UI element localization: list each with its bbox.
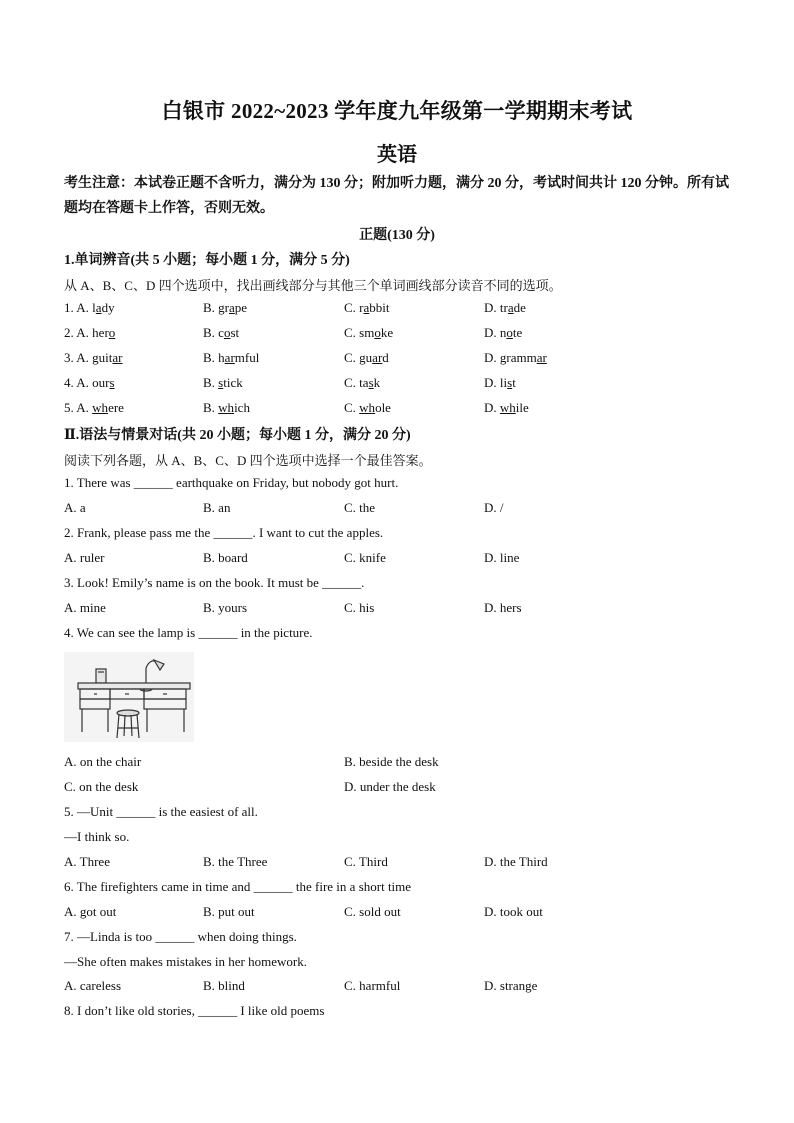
option-d: D. / — [484, 500, 504, 515]
subject-title: 英语 — [377, 144, 417, 166]
option-b: B. grape — [203, 300, 248, 315]
question-7-reply: —She often makes mistakes in her homework. — [64, 954, 307, 969]
option-b: B. beside the desk — [344, 754, 439, 769]
option-d: D. while — [484, 400, 529, 415]
option-a: 4. A. ours — [64, 375, 115, 390]
option-b: B. yours — [203, 600, 248, 615]
option-c: C. sold out — [344, 904, 401, 919]
option-d: D. note — [484, 325, 523, 340]
option-d: D. under the desk — [344, 779, 436, 794]
option-c: C. harmful — [344, 978, 401, 993]
question-8: 8. I don’t like old stories, ______ I like old poems — [64, 1003, 325, 1018]
question-5-reply: —I think so. — [64, 829, 130, 844]
option-b: B. an — [203, 500, 231, 515]
option-c: C. the — [344, 500, 376, 515]
option-d: D. list — [484, 375, 516, 390]
option-b: B. blind — [203, 978, 245, 993]
section1-heading: 1.单词辨音(共 5 小题；每小题 1 分，满分 5 分) — [64, 253, 350, 268]
exam-notice: 考生注意：本试卷正题不含听力，满分为 130 分；附加听力题，满分 20 分，考试时间共计 120 分钟。所有试题均在答题卡上作答，否则无效。 — [64, 176, 729, 216]
question-3-options — [64, 600, 744, 618]
phonetic-row-1 — [64, 300, 744, 318]
option-d: D. the Third — [484, 854, 548, 869]
option-c: C. rabbit — [344, 300, 390, 315]
option-d: D. line — [484, 550, 520, 565]
question-4-options-row1 — [64, 754, 744, 772]
question-3: 3. Look! Emily’s name is on the book. It must be ______. — [64, 575, 365, 590]
question-1-options — [64, 500, 744, 518]
phonetic-row-4 — [64, 375, 744, 393]
option-d: D. took out — [484, 904, 543, 919]
option-a: A. got out — [64, 904, 117, 919]
section1-instruction: 从 A、B、C、D 四个选项中，找出画线部分与其他三个单词画线部分读音不同的选项。 — [64, 278, 562, 293]
option-d: D. strange — [484, 978, 538, 993]
option-c: C. on the desk — [64, 779, 139, 794]
question-4-options-row2 — [64, 779, 744, 797]
option-c: C. smoke — [344, 325, 394, 340]
option-b: B. board — [203, 550, 248, 565]
question-2: 2. Frank, please pass me the ______. I want to cut the apples. — [64, 525, 384, 540]
option-d: D. hers — [484, 600, 522, 615]
question-5: 5. —Unit ______ is the easiest of all. — [64, 804, 258, 819]
option-c: C. whole — [344, 400, 391, 415]
question-7-options — [64, 978, 744, 996]
section2-heading: Ⅱ.语法与情景对话(共 20 小题；每小题 1 分，满分 20 分) — [64, 428, 411, 443]
option-d: D. trade — [484, 300, 526, 315]
question-6: 6. The firefighters came in time and ______ the fire in a short time — [64, 879, 412, 894]
question-2-options — [64, 550, 744, 568]
question-5-options — [64, 854, 744, 872]
desk-lamp-picture — [64, 652, 194, 742]
question-6-options — [64, 904, 744, 922]
main-heading: 正题(130 分) — [359, 228, 435, 243]
option-c: C. knife — [344, 550, 386, 565]
option-b: B. the Three — [203, 854, 268, 869]
option-c: C. guard — [344, 350, 389, 365]
question-1: 1. There was ______ earthquake on Friday, but nobody got hurt. — [64, 475, 399, 490]
option-a: A. careless — [64, 978, 122, 993]
option-b: B. harmful — [203, 350, 260, 365]
option-c: C. Third — [344, 854, 388, 869]
option-c: C. his — [344, 600, 375, 615]
section2-instruction: 阅读下列各题，从 A、B、C、D 四个选项中选择一个最佳答案。 — [64, 453, 432, 468]
question-7: 7. —Linda is too ______ when doing things. — [64, 929, 297, 944]
option-a: 1. A. lady — [64, 300, 115, 315]
question-4: 4. We can see the lamp is ______ in the picture. — [64, 625, 313, 640]
option-a: A. on the chair — [64, 754, 142, 769]
option-b: B. stick — [203, 375, 243, 390]
option-a: 2. A. hero — [64, 325, 116, 340]
option-a: A. mine — [64, 600, 106, 615]
phonetic-row-3 — [64, 350, 744, 368]
phonetic-row-2 — [64, 325, 744, 343]
option-b: B. which — [203, 400, 250, 415]
option-a: 3. A. guitar — [64, 350, 123, 365]
option-a: A. Three — [64, 854, 110, 869]
exam-title: 白银市 2022~2023 学年度九年级第一学期期末考试 — [161, 99, 633, 123]
option-a: A. a — [64, 500, 86, 515]
option-d: D. grammar — [484, 350, 547, 365]
option-b: B. put out — [203, 904, 255, 919]
phonetic-row-5 — [64, 400, 744, 418]
option-a: A. ruler — [64, 550, 105, 565]
option-a: 5. A. where — [64, 400, 124, 415]
option-c: C. task — [344, 375, 381, 390]
option-b: B. cost — [203, 325, 240, 340]
